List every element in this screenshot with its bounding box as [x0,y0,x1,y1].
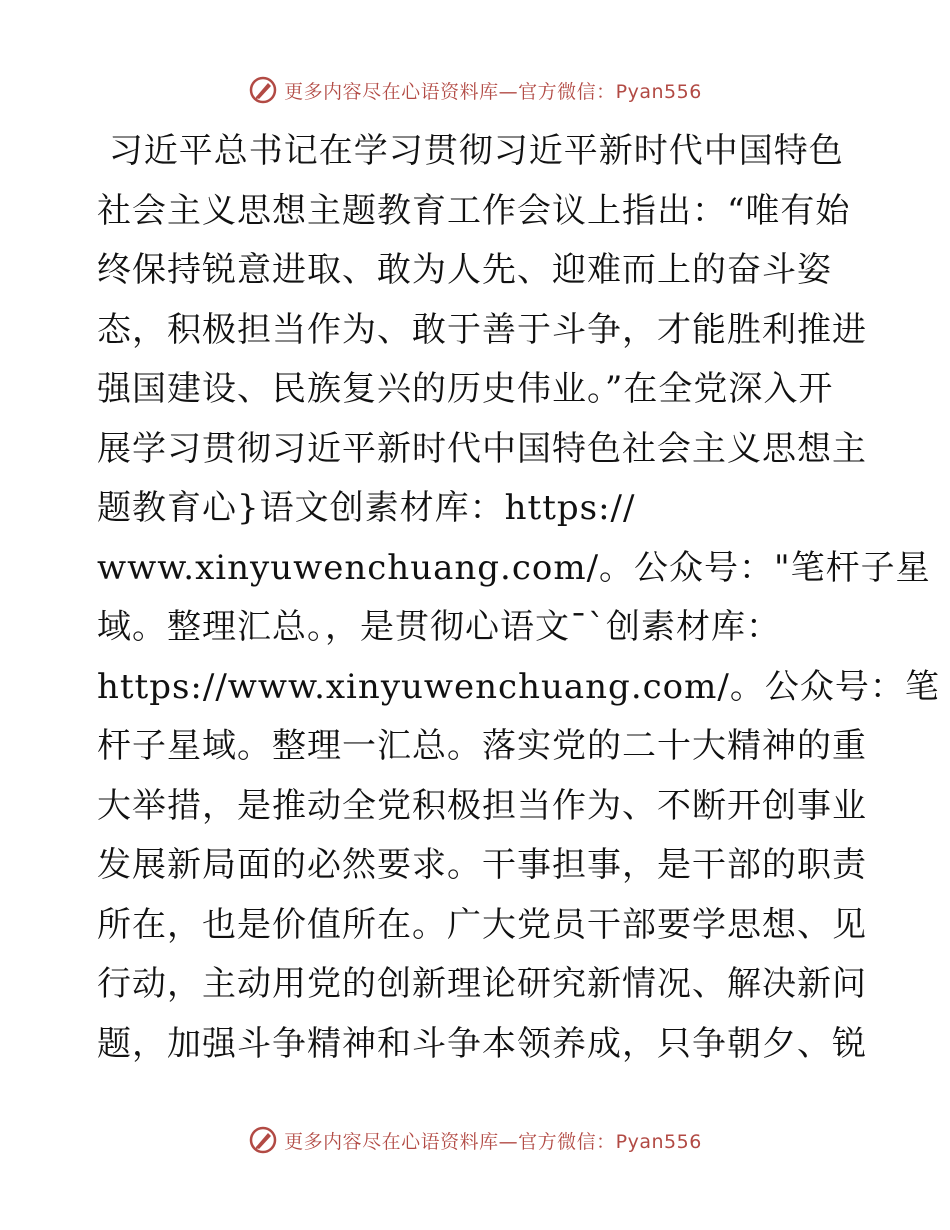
text-line: 大举措，是推动全党积极担当作为、不断开创事业 [97,785,867,826]
quill-circle-logo-icon [248,1125,278,1155]
text-line: 发展新局面的必然要求。干事担事，是干部的职责 [97,845,867,885]
text-line: 态，积极担当作为、敢于善于斗争，才能胜利推进 [97,309,867,350]
text-line: 行动，主动用党的创新理论研究新情况、解决新问 [97,964,867,1004]
text-line: www.xinyuwenchuang.com/。公众号："笔杆子星 [97,547,931,588]
text-line: 所在，也是价值所在。广大党员干部要学思想、见 [97,904,867,945]
header-banner-text: 更多内容尽在心语资料库—官方微信：Pyan556 [284,80,702,103]
text-line: 题，加强斗争精神和斗争本领养成，只争朝夕、锐 [97,1023,867,1064]
footer-banner-text: 更多内容尽在心语资料库—官方微信：Pyan556 [284,1130,702,1153]
text-line: 终保持锐意进取、敢为人先、迎难而上的奋斗姿 [97,250,832,290]
quill-circle-logo-icon [248,75,278,105]
header-banner [0,70,950,110]
footer-banner [0,1120,950,1160]
text-line: 习近平总书记在学习贯彻习近平新时代中国特色 [97,131,844,171]
text-line: 域。整理汇总。，是贯彻心语文¯`创素材库： [97,607,781,647]
text-line: 社会主义思想主题教育工作会议上指出：“唯有始 [97,190,851,231]
document-body [97,122,940,1074]
text-line: https://www.xinyuwenchuang.com/。公众号：笔 [97,666,940,707]
text-line: 杆子星域。整理一汇总。落实党的二十大精神的重 [97,726,867,766]
text-line: 题教育心}语文创素材库：https:// [97,488,636,528]
text-line: 强国建设、民族复兴的历史伟业。”在全党深入开 [97,369,834,409]
text-line: 展学习贯彻习近平新时代中国特色社会主义思想主 [97,428,867,469]
